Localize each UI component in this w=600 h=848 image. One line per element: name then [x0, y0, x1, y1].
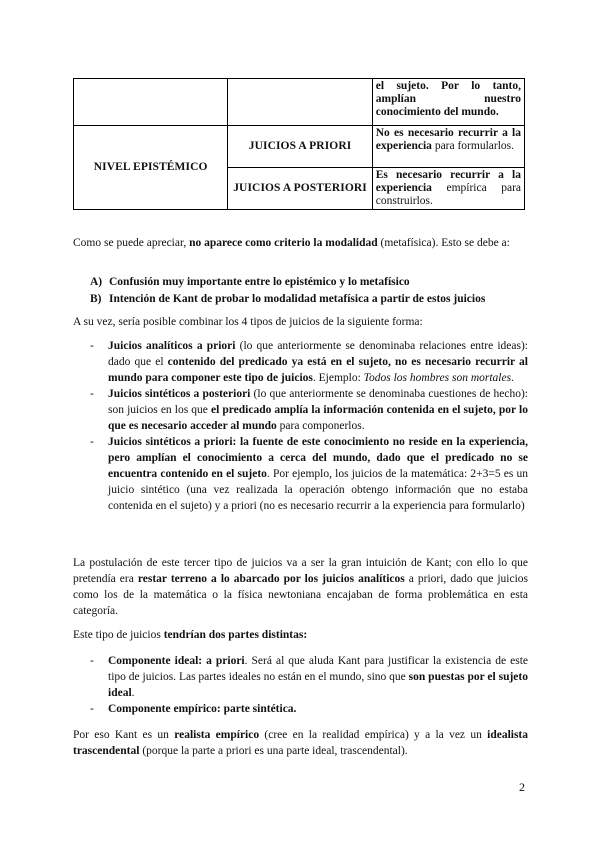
nivel-epistemico-label: NIVEL EPISTÉMICO [74, 126, 228, 210]
text: La postulación de este tercer tipo de juicios va a ser la gran intuición de Kant; con ello lo que pretendía era [73, 557, 528, 585]
list-marker: B) [90, 293, 102, 305]
dash-marker: - [90, 388, 94, 400]
text: . [511, 372, 514, 384]
text: Por eso Kant es un [73, 729, 175, 741]
list-item-text: Confusión muy importante entre lo epistémico y lo metafísico [109, 276, 410, 288]
dash-marker: - [90, 340, 94, 352]
table-cell [372, 126, 524, 168]
cell-bold-text: Es necesario recurrir a la experiencia [375, 169, 521, 194]
table-row [74, 79, 525, 126]
bold-text: contenido del predicado ya está en el sujeto, no es necesario recurrir al mundo para componer este tipo de juicios [108, 356, 528, 384]
text: (lo que anteriormente se denominaba relaciones entre ideas): dado que el [108, 340, 528, 368]
paragraph-modalidad [73, 235, 528, 251]
table-row [74, 126, 525, 168]
bold-text: idealista trascendental [73, 729, 529, 757]
italic-text: Todos los hombres son mortales [363, 372, 512, 384]
text: a priori, dado que juicios como los de la matemática o la física newtoniana encajaban de forma problemática en esta categoría. [73, 573, 529, 617]
text: (cree en la realidad empírica) y a la vez un [259, 729, 488, 741]
list-item-text: Intención de Kant de probar lo modalidad metafísica a partir de estos juicios [109, 293, 486, 305]
bold-text: restar terreno a lo abarcado por los juicios analíticos [137, 573, 405, 585]
list-item [90, 338, 528, 386]
table-cell [372, 168, 524, 210]
dash-marker: - [90, 703, 94, 715]
list-item [90, 386, 528, 434]
paragraph-tercer-tipo [73, 555, 528, 619]
text: (porque la parte a priori es una parte ideal, trascendental). [139, 745, 408, 757]
list-item [90, 653, 528, 701]
text: . Ejemplo: [312, 372, 364, 384]
text: . [131, 687, 135, 699]
bold-text: Componente empírico: parte sintética. [108, 703, 297, 715]
page-number: 2 [519, 780, 525, 794]
list-marker: A) [90, 276, 103, 288]
juicios-a-priori-label: JUICIOS A PRIORI [228, 126, 372, 168]
reasons-list [90, 274, 530, 308]
bold-text: Juicios analíticos a priori [108, 340, 236, 352]
text: . Será al que aluda Kant para justificar la existencia de este tipo de juicios. Las partes ideales no están en el mundo, sino que [108, 655, 528, 683]
epistemic-table [73, 78, 525, 210]
bold-text: son puestas por el sujeto ideal [108, 671, 528, 699]
bold-text: realista empírico [174, 729, 260, 741]
table-cell: el sujeto. Por lo tanto, amplían nuestro conocimiento del mundo. [372, 79, 524, 126]
judgment-types-list [90, 338, 528, 514]
cell-text: empírica para construirlos. [375, 182, 521, 207]
text: (lo que anteriormente se denominaba cuestiones de hecho): son juicios en los que [108, 388, 529, 416]
bold-text: Componente ideal: a priori [108, 655, 245, 667]
dash-marker: - [90, 655, 94, 667]
table-cell [74, 79, 228, 126]
dash-marker: - [90, 436, 94, 448]
bold-text: tendrían dos partes distintas: [163, 629, 308, 641]
text: (metafísica). Esto se debe a: [377, 237, 510, 249]
paragraph-combinar: A su vez, sería posible combinar los 4 tipos de juicios de la siguiente forma: [73, 316, 423, 328]
bold-text: Juicios sintéticos a posteriori [108, 388, 251, 400]
components-list [90, 653, 528, 717]
bold-text: el predicado amplía la información contenida en el sujeto, por lo que es necesario acceder al mundo [108, 404, 528, 432]
text: . Por ejemplo, los juicios de la matemática: 2+3=5 es un juicio sintético (una vez realizada la operación obtengo información que no estaba contenida en el sujeto) y a priori (no es necesario recurrir a la experiencia para formularlo) [108, 468, 528, 512]
bold-text: no aparece como criterio la modalidad [189, 237, 378, 249]
text: para componerlos. [276, 420, 365, 432]
cell-text: para formularlos. [431, 140, 515, 152]
list-item [90, 274, 530, 291]
list-item [90, 291, 530, 308]
paragraph-kant-realista [73, 727, 528, 759]
list-item [90, 434, 528, 514]
list-item [90, 701, 528, 717]
table-cell [228, 79, 372, 126]
text: Este tipo de juicios [73, 629, 164, 641]
juicios-a-posteriori-label: JUICIOS A POSTERIORI [228, 168, 372, 210]
paragraph-dos-partes [73, 627, 528, 643]
text: Como se puede apreciar, [73, 237, 190, 249]
cell-bold-text: No es necesario recurrir a la experiencia [375, 127, 521, 152]
bold-text: Juicios sintéticos a priori: la fuente de este conocimiento no reside en la experiencia, pero amplían el conocimiento a cerca del mundo, dado que el predicado no se encuentra contenido en el sujeto [108, 436, 528, 480]
